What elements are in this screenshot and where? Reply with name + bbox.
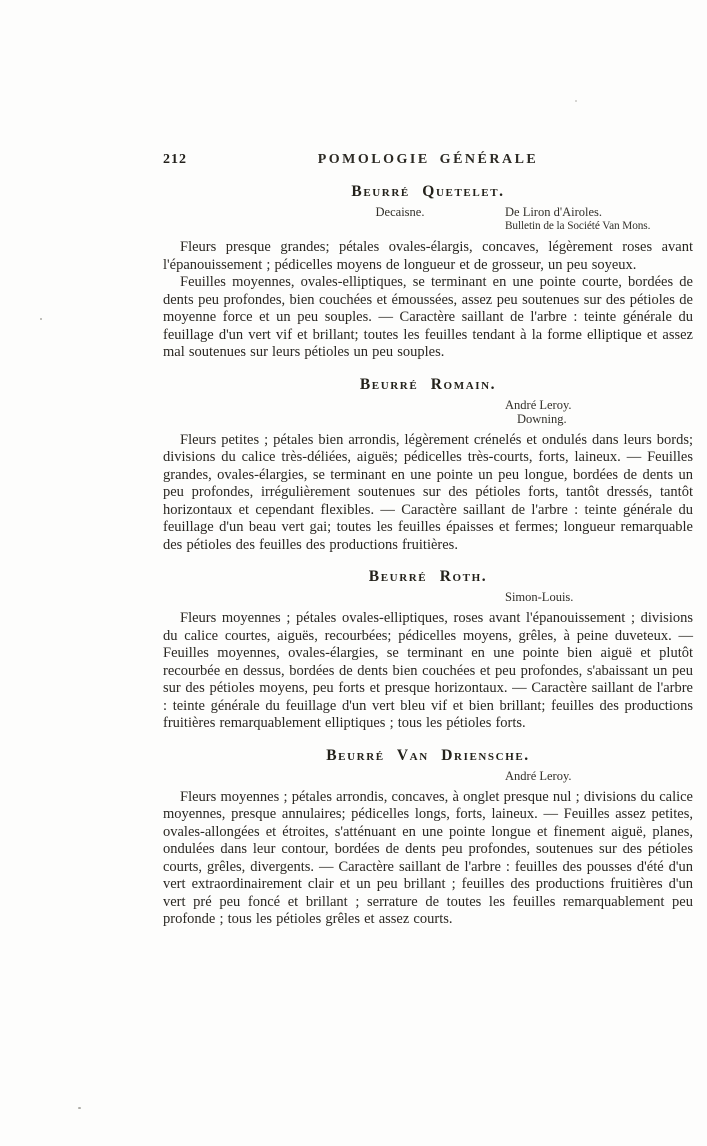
attribution-row (163, 205, 693, 233)
description-paragraph: Fleurs moyennes ; pétales arrondis, concaves, à onglet presque nul ; divisions du calice moyennes, presque annulaires; pédicelles longs, forts, laineux. — Feuilles assez petites, ovales-allongées et étroites, s'atténuant en une pointe longue et finement aiguë, planes, ondulées dans leur contour, bordées de dents peu profondes, soutenues sur des pétioles courts, grêles, divergents. — Caractère saillant de l'arbre : feuilles des pousses d'été d'un vert extraordinairement clair et un peu brillant ; feuilles des productions fruitières d'un vert pré peu foncé et brillant ; serrature de toutes les feuilles remarquablement peu profonde ; tous les pétioles grêles et assez courts. (163, 788, 693, 927)
section-beurre-roth (163, 568, 693, 733)
reference-list (505, 590, 693, 604)
attribution-row (163, 398, 693, 426)
page-number: 212 (163, 152, 187, 167)
section-beurre-romain (163, 376, 693, 555)
scan-speck (78, 1107, 81, 1109)
reference: André Leroy. (505, 768, 572, 783)
cultivar-title: Beurré Van Driensche. (326, 746, 530, 764)
reference-list (505, 769, 693, 783)
authority-name: Decaisne. (375, 205, 425, 219)
reference: De Liron d'Airoles. (505, 205, 603, 219)
section-beurre-quetelet (163, 183, 693, 362)
attribution-row (163, 590, 693, 604)
cultivar-title: Beurré Quetelet. (351, 183, 505, 200)
cultivar-title: Beurré Romain. (359, 375, 497, 393)
reference: Simon-Louis. (505, 590, 574, 604)
running-head (163, 152, 693, 169)
attribution-row (163, 769, 693, 783)
description-paragraph: Fleurs presque grandes; pétales ovales-élargis, concaves, légèrement roses avant l'épanouissement ; pédicelles moyens de longueur et de grosseur, un peu soyeux. (163, 239, 693, 273)
cultivar-title: Beurré Roth. (368, 568, 488, 585)
scan-speck (575, 100, 577, 102)
description-paragraph: Feuilles moyennes, ovales-elliptiques, se terminant en une pointe courte, bordées de dents peu profondes, bien couchées et émoussées, assez peu soutenues sur des pétioles de moyenne force et un peu souples. — Caractère saillant de l'arbre : teinte générale du feuillage d'un vert vif et brillant; toutes les feuilles tendant à la forme elliptique et assez mal soutenues sur leurs pétioles un peu souples. (163, 274, 693, 360)
description-paragraph: Fleurs moyennes ; pétales ovales-elliptiques, roses avant l'épanouissement ; divisions du calice courtes, aiguës, recourbées; pédicelles moyens, grêles, à peine duveteux. — Feuilles moyennes, ovales-élargies, se terminant en une pointe bien aiguë et plutôt recourbée en dessus, bordées de dents bien couchées et peu profondes, s'abaissant un peu sur des pétioles moyens, peu forts et presque horizontaux. — Caractère saillant de l'arbre : teinte générale du feuillage d'un vert bleu vif et bien brillant; feuilles des productions fruitières remarquablement elliptiques ; tous les pétioles forts. (163, 610, 693, 731)
running-title: POMOLOGIE GÉNÉRALE (317, 152, 539, 167)
section-beurre-van-driensche (163, 747, 693, 929)
reference: André Leroy. (505, 397, 572, 412)
description-paragraph: Fleurs petites ; pétales bien arrondis, légèrement crénelés et ondulés dans leurs bords; divisions du calice très-déliées, aiguës; pédicelles très-courts, forts, laineux. — Feuilles grandes, ovales-élargies, se terminant en une pointe un peu longue, bordées de dents un peu profondes, irrégulièrement soutenues sur des pétioles forts, tantôt dressés, tantôt horizontaux et cependant flexibles. — Caractère saillant de l'arbre : teinte générale du feuillage d'un beau vert gai; toutes les feuilles épaisses et fermes; longueur remarquable des pétioles des feuilles des productions fruitières. (163, 431, 693, 553)
reference: Bulletin de la Société Van Mons. (505, 220, 651, 232)
reference-list (505, 398, 693, 426)
scan-speck (40, 318, 42, 320)
reference: Downing. (517, 411, 567, 426)
